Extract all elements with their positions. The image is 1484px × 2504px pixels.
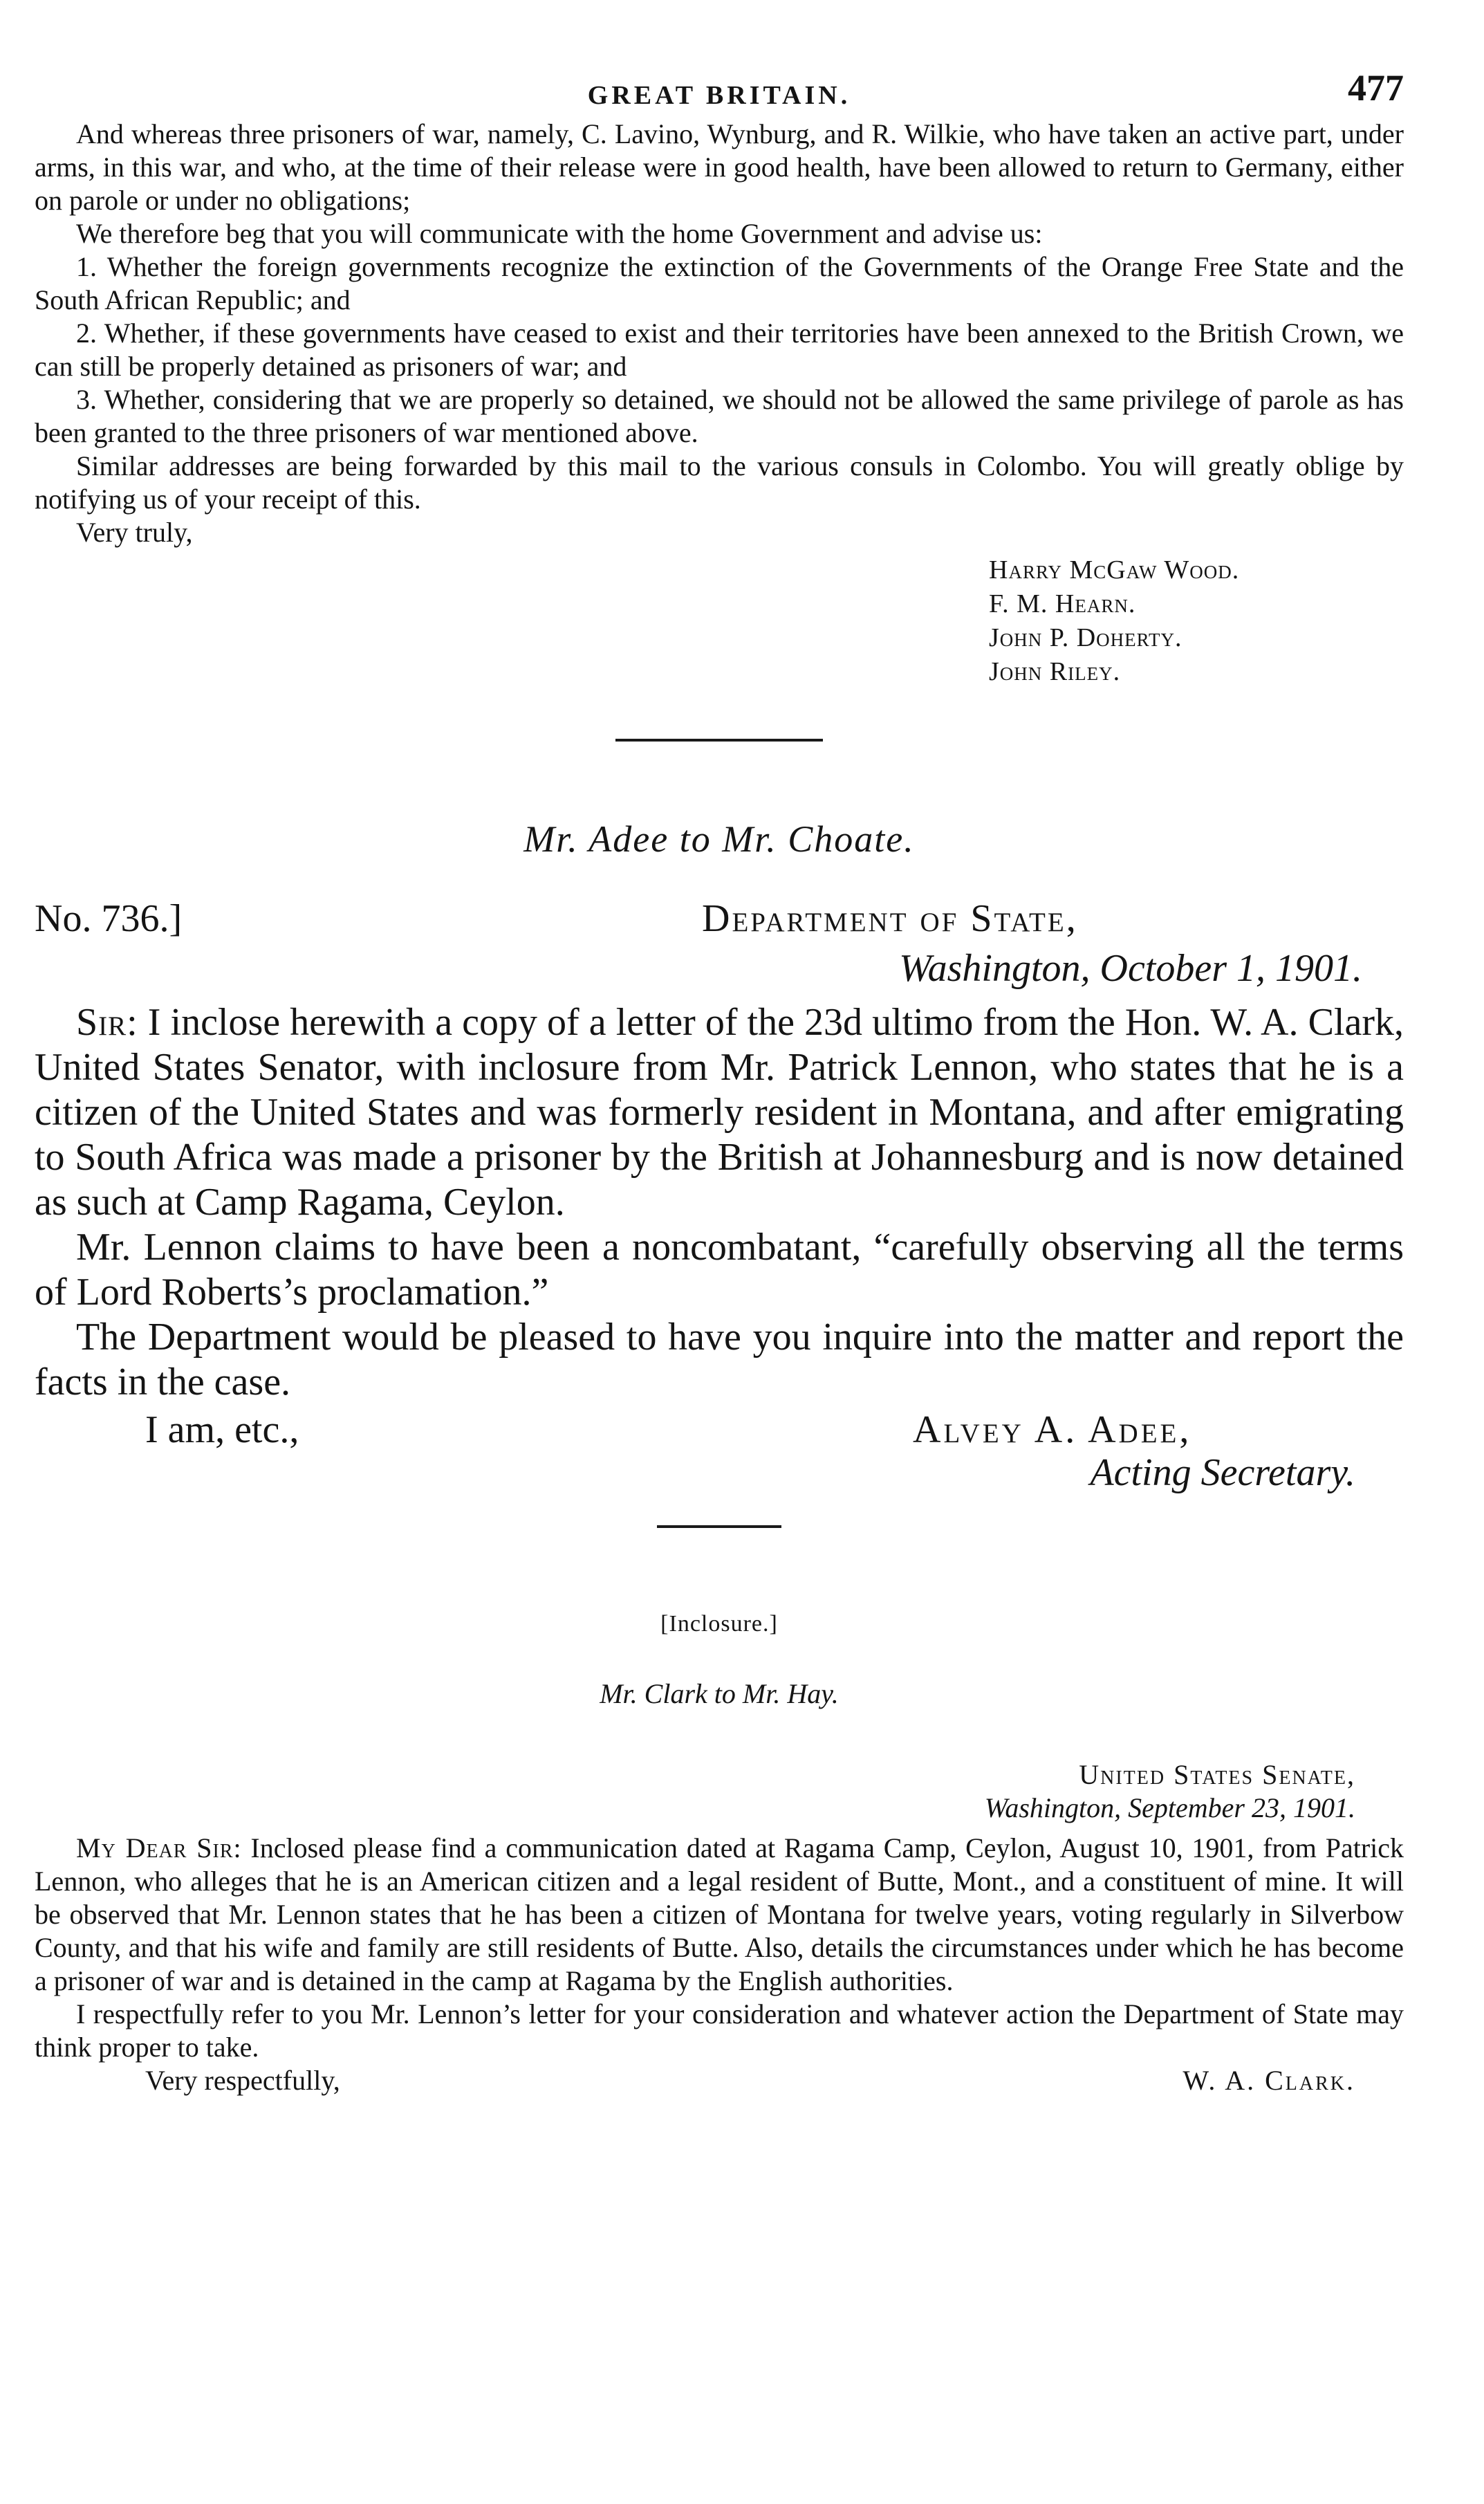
letter-heading: Mr. Clark to Mr. Hay. [600,1678,839,1709]
sender-place-date: Washington, September 23, 1901. [984,1792,1355,1823]
signature: Alvey A. Adee, [913,1408,1192,1451]
section-divider [657,1525,781,1528]
dispatch-header [35,896,1404,1000]
paragraph: Mr. Lennon claims to have been a noncombatant, “carefully observing all the terms of Lord Roberts’s proclamation.” [35,1226,1404,1314]
paragraph: 1. Whether the foreign governments recognize the extinction of the Governments of the Orange Free State and the South African Republic; and [35,251,1404,315]
running-head [35,66,1404,115]
paragraph-text: I inclose herewith a copy of a letter of the 23d ultimo from the Hon. W. A. Clark, United States Senator, with inclosure from Mr. Patrick Lennon, who states that he is a citizen of the United States and was formerly resident in Montana, and after emigrating to South Africa was made a prisoner by the British at Johannesburg and is now detained as such at Camp Ragama, Ceylon. [35,1001,1404,1224]
paragraph: And whereas three prisoners of war, namely, C. Lavino, Wynburg, and R. Wilkie, who have taken an active part, under arms, in this war, and who, at the time of their release were in good health, have been allowed to return to Germany, either on parole or under no obligations; [35,118,1404,216]
dispatch-number: No. 736.] [35,897,183,940]
complimentary-close: Very respectfully, [145,2065,340,2096]
signatory: John P. Doherty. [989,623,1182,652]
complimentary-close: I am, etc., [145,1408,299,1451]
letter-prisoners-body [35,118,1404,549]
signature-title: Acting Secretary. [1090,1451,1355,1494]
sender-name: United States Senate, [1079,1759,1355,1790]
letter-closing [35,1408,1404,1498]
signatory: Harry McGaw Wood. [989,555,1240,584]
letter-heading: Mr. Adee to Mr. Choate. [523,818,915,860]
signature: W. A. Clark. [1182,2065,1355,2096]
letter-clark-body [35,1832,1404,2064]
sender-block [35,1758,1404,1825]
signatory: F. M. Hearn. [989,589,1136,618]
salutation: My Dear Sir: [76,1832,242,1863]
paragraph: Similar addresses are being forwarded by this mail to the various consuls in Colombo. You will greatly oblige by notifying us of your receipt of this. [35,450,1404,515]
paragraph: 2. Whether, if these governments have ceased to exist and their territories have been annexed to the British Crown, we can still be properly detained as prisoners of war; and [35,317,1404,382]
valediction: Very truly, [76,517,193,548]
dispatch-place-date: Washington, October 1, 1901. [899,947,1362,990]
paragraph: We therefore beg that you will communicate with the home Government and advise us: [76,218,1043,249]
letter-adee-body [35,1000,1404,1405]
signatory-block [989,553,1404,689]
paragraph [35,1000,1404,1225]
document-page [35,66,1404,2103]
running-head-title: GREAT BRITAIN. [587,81,851,110]
paragraph [35,1832,1404,1998]
paragraph-text: Inclosed please find a communication dated at Ragama Camp, Ceylon, August 10, 1901, from Patrick Lennon, who alleges that he is an American citizen and a legal resident of Butte, Mont., and a constituent of mine. It will be observed that Mr. Lennon states that he has been a citizen of Montana for twelve years, voting regularly in Silverbow County, and that his wife and family are still residents of Butte. Also, details the circumstances under which he has become a prisoner of war and is detained in the camp at Ragama by the English authorities. [35,1832,1404,1996]
paragraph: The Department would be pleased to have you inquire into the matter and report the facts in the case. [35,1316,1404,1403]
inclosure-label: [Inclosure.] [660,1611,778,1637]
paragraph: 3. Whether, considering that we are properly so detained, we should not be allowed the same privilege of parole as has been granted to the three prisoners of war mentioned above. [35,384,1404,448]
paragraph: I respectfully refer to you Mr. Lennon’s letter for your consideration and whatever action the Department of State may think proper to take. [35,1998,1404,2063]
salutation: Sir: [76,1001,138,1044]
signatory: John Riley. [989,657,1121,686]
section-divider [615,739,823,742]
letter-closing [35,2064,1404,2103]
page-number: 477 [1348,67,1404,109]
department-name: Department of State, [702,897,1078,940]
